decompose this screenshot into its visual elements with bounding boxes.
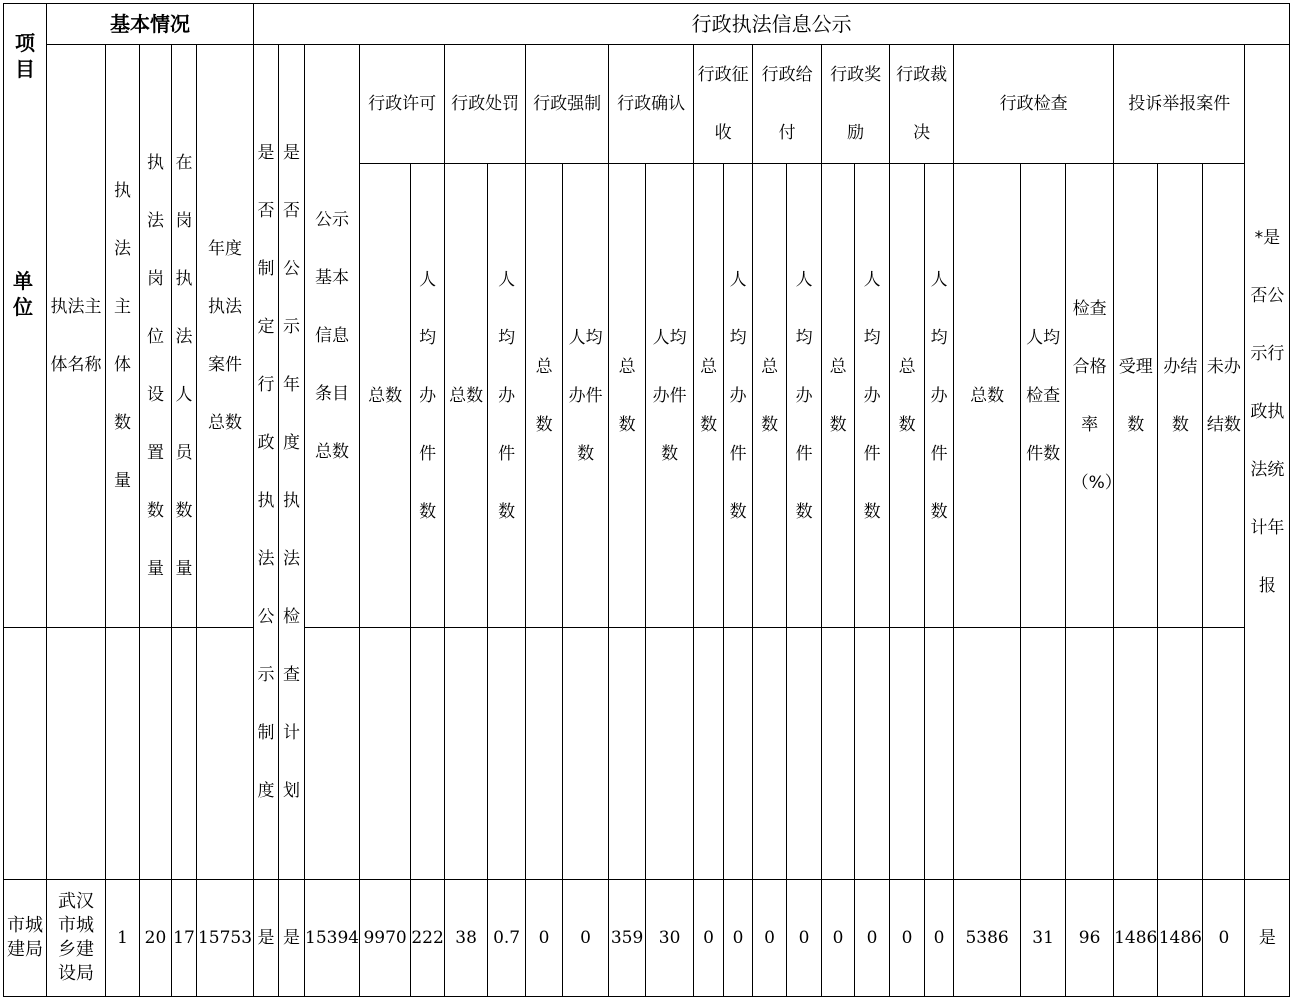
reward-avg-header: 人均办件数	[855, 164, 890, 628]
empty-cell	[822, 628, 855, 880]
pass-rate-cell: 96	[1066, 880, 1114, 997]
header-case-total: 年度执法案件总数	[197, 45, 254, 628]
empty-cell	[925, 628, 954, 880]
empty-cell	[609, 628, 646, 880]
empty-cell	[954, 628, 1021, 880]
inspect-total-cell: 5386	[954, 880, 1021, 997]
confirm-avg-header: 人均办件数	[646, 164, 694, 628]
empty-cell	[1066, 628, 1114, 880]
ruling-avg-header: 人均办件数	[925, 164, 954, 628]
empty-cell	[724, 628, 753, 880]
ruling-avg-cell: 0	[925, 880, 954, 997]
empty-cell	[106, 628, 140, 880]
reward-total-cell: 0	[822, 880, 855, 997]
empty-cell	[890, 628, 925, 880]
system-published-cell: 是	[254, 880, 279, 997]
confirm-total-header: 总数	[609, 164, 646, 628]
permit-avg-cell: 222	[411, 880, 445, 997]
payment-avg-header: 人均办件数	[787, 164, 822, 628]
penalty-total-header: 总数	[445, 164, 488, 628]
post-count-cell: 20	[140, 880, 172, 997]
ruling-total-cell: 0	[890, 880, 925, 997]
header-levy: 行政征收	[694, 45, 753, 164]
empty-cell	[1158, 628, 1203, 880]
header-complaint: 投诉举报案件	[1114, 45, 1245, 164]
reward-avg-cell: 0	[855, 880, 890, 997]
empty-cell	[411, 628, 445, 880]
empty-cell	[1203, 628, 1245, 880]
penalty-total-cell: 38	[445, 880, 488, 997]
enforce-avg-header: 人均办件数	[563, 164, 609, 628]
corner-unit-label: 单位	[13, 269, 33, 319]
empty-cell	[753, 628, 787, 880]
empty-cell	[488, 628, 526, 880]
header-staff-count: 在岗执法人员数量	[172, 45, 197, 628]
permit-total-cell: 9970	[360, 880, 411, 997]
confirm-avg-cell: 30	[646, 880, 694, 997]
header-reward: 行政奖励	[822, 45, 890, 164]
header-entity-name: 执法主体名称	[47, 45, 106, 628]
public-section-title: 行政执法信息公示	[254, 4, 1290, 45]
staff-count-cell: 17	[172, 880, 197, 997]
empty-cell	[694, 628, 724, 880]
penalty-avg-cell: 0.7	[488, 880, 526, 997]
inspect-total-header: 总数	[954, 164, 1021, 628]
header-plan-published: 是否公示年度执法检查计划	[279, 45, 305, 880]
reward-total-header: 总数	[822, 164, 855, 628]
entity-name-cell: 武汉市城乡建设局	[47, 880, 106, 997]
header-ruling: 行政裁决	[890, 45, 954, 164]
ruling-total-header: 总数	[890, 164, 925, 628]
levy-avg-header: 人均办件数	[724, 164, 753, 628]
header-entity-count: 执法主体数量	[106, 45, 140, 628]
header-confirm: 行政确认	[609, 45, 694, 164]
empty-cell	[172, 628, 197, 880]
header-permit: 行政许可	[360, 45, 445, 164]
empty-cell	[445, 628, 488, 880]
inspect-pass-rate-header: 检查合格率（%）	[1066, 164, 1114, 628]
basic-section-title: 基本情况	[47, 4, 254, 45]
permit-total-header: 总数	[360, 164, 411, 628]
enforce-avg-cell: 0	[563, 880, 609, 997]
empty-cell	[305, 628, 360, 880]
empty-cell	[855, 628, 890, 880]
open-cell: 0	[1203, 880, 1245, 997]
statistics-table	[3, 3, 1290, 997]
header-post-count: 执法岗位设置数量	[140, 45, 172, 628]
complaint-accepted-header: 受理数	[1114, 164, 1158, 628]
data-row	[4, 880, 1290, 997]
header-tail-row	[4, 628, 1290, 880]
enforce-total-header: 总数	[526, 164, 563, 628]
empty-cell	[47, 628, 106, 880]
header-system-published: 是否制定行政执法公示制度	[254, 45, 279, 880]
levy-avg-cell: 0	[724, 880, 753, 997]
info-items-cell: 15394	[305, 880, 360, 997]
complaint-open-header: 未办结数	[1203, 164, 1245, 628]
header-annual-report: *是否公示行政执法统计年报	[1245, 45, 1290, 880]
payment-total-header: 总数	[753, 164, 787, 628]
annual-report-cell: 是	[1245, 880, 1290, 997]
empty-cell	[646, 628, 694, 880]
payment-total-cell: 0	[753, 880, 787, 997]
levy-total-cell: 0	[694, 880, 724, 997]
closed-cell: 1486	[1158, 880, 1203, 997]
empty-cell	[787, 628, 822, 880]
header-payment: 行政给付	[753, 45, 822, 164]
unit-cell: 市城建局	[4, 880, 47, 997]
inspect-avg-cell: 31	[1021, 880, 1066, 997]
accepted-cell: 1486	[1114, 880, 1158, 997]
header-penalty: 行政处罚	[445, 45, 526, 164]
header-inspect: 行政检查	[954, 45, 1114, 164]
penalty-avg-header: 人均办件数	[488, 164, 526, 628]
case-total-cell: 15753	[197, 880, 254, 997]
empty-cell	[563, 628, 609, 880]
empty-cell	[360, 628, 411, 880]
complaint-closed-header: 办结数	[1158, 164, 1203, 628]
empty-cell	[197, 628, 254, 880]
empty-cell	[4, 628, 47, 880]
plan-published-cell: 是	[279, 880, 305, 997]
confirm-total-cell: 359	[609, 880, 646, 997]
header-enforce: 行政强制	[526, 45, 609, 164]
corner-item: 项目	[15, 30, 35, 81]
enforce-total-cell: 0	[526, 880, 563, 997]
empty-cell	[140, 628, 172, 880]
empty-cell	[526, 628, 563, 880]
empty-cell	[1021, 628, 1066, 880]
header-info-items: 公示基本信息条目总数	[305, 45, 360, 628]
payment-avg-cell: 0	[787, 880, 822, 997]
permit-avg-header: 人均办件数	[411, 164, 445, 628]
empty-cell	[1114, 628, 1158, 880]
inspect-avg-header: 人均检查件数	[1021, 164, 1066, 628]
levy-total-header: 总数	[694, 164, 724, 628]
entity-count-cell: 1	[106, 880, 140, 997]
